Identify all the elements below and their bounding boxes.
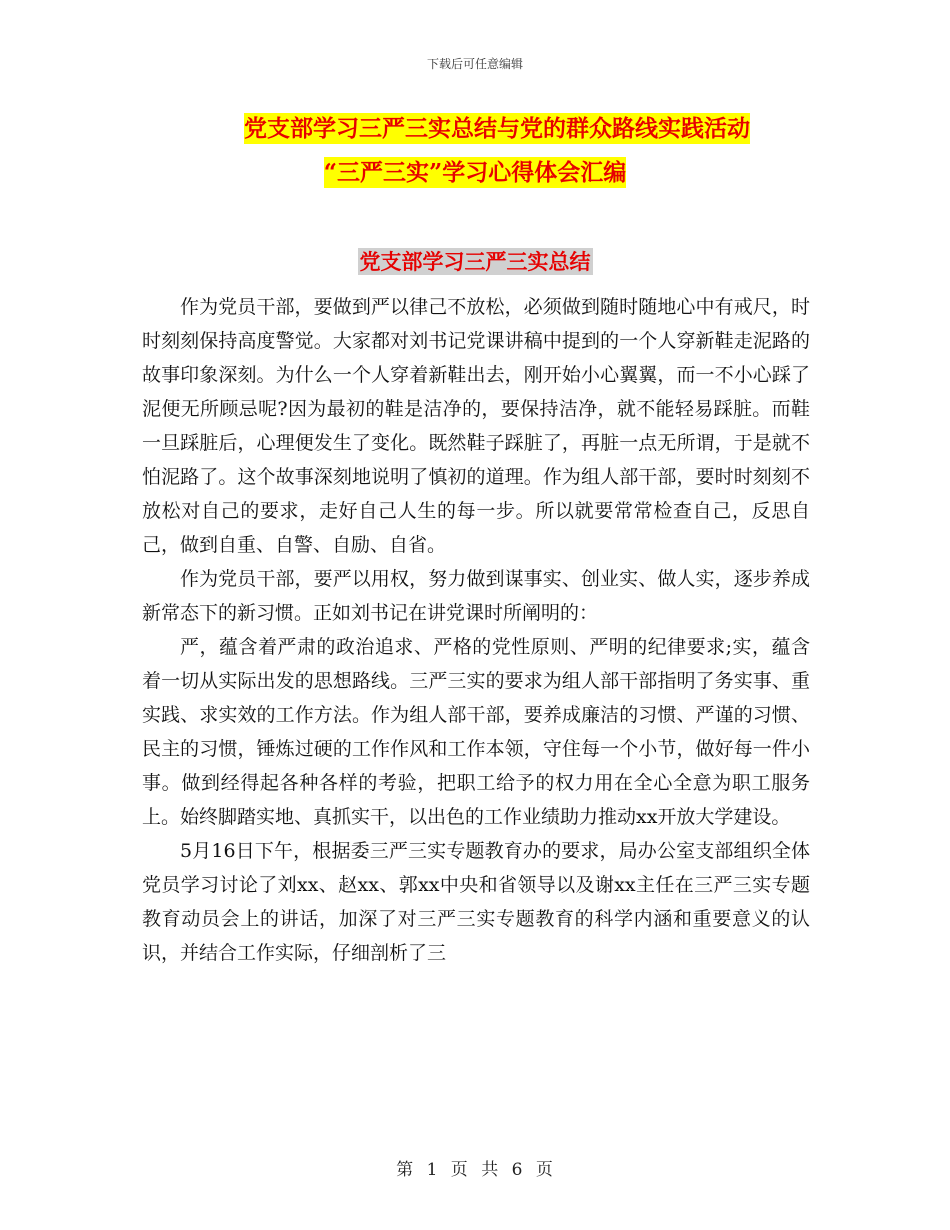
body-paragraph: 作为党员干部，要做到严以律己不放松，必须做到随时随地心中有戒尺，时时刻刻保持高度警觉。大家都对刘书记党课讲稿中提到的一个人穿新鞋走泥路的故事印象深刻。为什么一个人穿着新鞋出去，刚开始小心翼翼，而一不小心踩了泥便无所顾忌呢?因为最初的鞋是洁净的，要保持洁净，就不能轻易踩脏。而鞋一旦踩脏后，心理便发生了变化。既然鞋子踩脏了，再脏一点无所谓，于是就不怕泥路了。这个故事深刻地说明了慎初的道理。作为组人部干部，要时时刻刻不放松对自己的要求，走好自己人生的每一步。所以就要常常检查自己，反思自己，做到自重、自警、自励、自省。 [142, 296, 810, 556]
body-paragraph: 5月16日下午，根据委三严三实专题教育办的要求，局办公室支部组织全体党员学习讨论了刘xx、赵xx、郭xx中央和省领导以及谢xx主任在三严三实专题教育动员会上的讲话，加深了对三严三实专题教育的科学内涵和重要意义的认识，并结合工作实际，仔细剖析了三 [142, 840, 810, 964]
document-title-line-2 [0, 156, 950, 190]
header-note: 下载后可任意编辑 [426, 57, 523, 71]
section-title-text: 党支部学习三严三实总结 [359, 249, 591, 274]
document-title-line-1-text: 党支部学习三严三实总结与党的群众路线实践活动 [244, 115, 750, 142]
page-number: 第 1 页 共 6 页 [396, 1160, 554, 1180]
body-paragraph: 作为党员干部，要严以用权，努力做到谋事实、创业实、做人实，逐步养成新常态下的新习惯。正如刘书记在讲党课时所阐明的： [142, 568, 810, 624]
document-title-line-2-text: “三严三实”学习心得体会汇编 [323, 159, 627, 186]
document-title-line-1 [0, 112, 950, 146]
document-body [142, 290, 810, 970]
section-title [0, 246, 950, 278]
body-paragraph: 严，蕴含着严肃的政治追求、严格的党性原则、严明的纪律要求;实，蕴含着一切从实际出发的思想路线。三严三实的要求为组人部干部指明了务实事、重实践、求实效的工作方法。作为组人部干部，要养成廉洁的习惯、严谨的习惯、民主的习惯，锤炼过硬的工作作风和工作本领，守住每一个小节，做好每一件小事。做到经得起各种各样的考验，把职工给予的权力用在全心全意为职工服务上。始终脚踏实地、真抓实干，以出色的工作业绩助力推动xx开放大学建设。 [142, 636, 810, 828]
